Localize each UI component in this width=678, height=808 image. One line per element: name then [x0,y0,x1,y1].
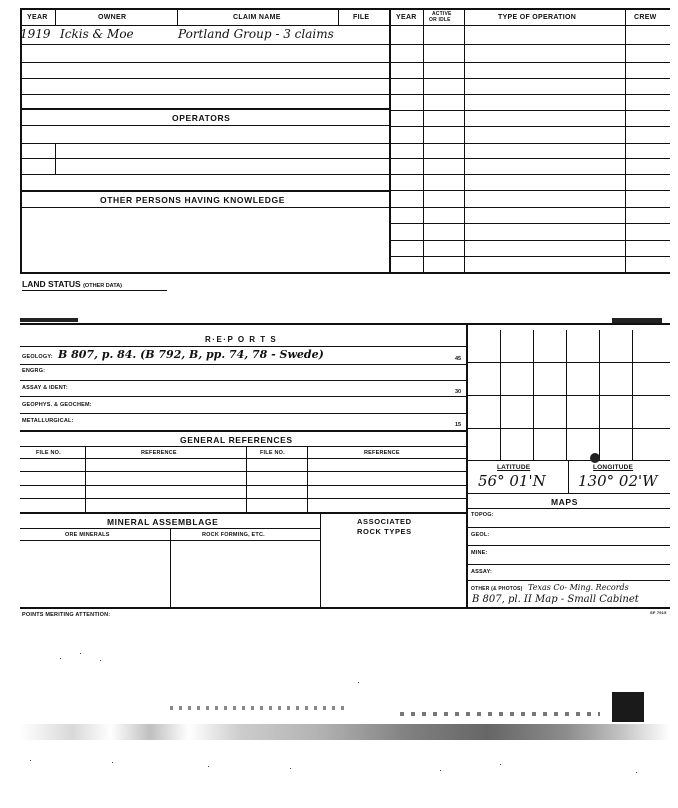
row-line [20,44,390,45]
year-col-divider [55,8,56,26]
top-rule [20,8,670,10]
active-col-divider [464,8,465,273]
row-line [20,458,467,459]
row-line [389,94,670,95]
geology-label: GEOLOGY: [22,354,53,360]
latitude-value: 56° 01'N [478,472,546,490]
grid-number-15: 15 [455,422,462,428]
operators-title: OPERATORS [172,113,231,123]
reports-top-rule [20,323,670,325]
row-line [389,158,670,159]
scan-streak-dots [170,706,350,710]
noise-dot [30,760,31,761]
section-rule [20,108,390,110]
scan-streak-dots [400,712,600,716]
row-line [20,498,467,499]
ref-divider [85,446,86,512]
row-line [389,78,670,79]
row-line [389,44,670,45]
assay-ident-label: ASSAY & IDENT: [22,385,68,391]
grid-line [466,395,670,396]
header-claim-name: CLAIM NAME [233,14,281,21]
row-line [20,78,390,79]
points-meriting-label: POINTS MERITING ATTENTION: [22,612,111,618]
header-file: FILE [353,14,370,21]
land-status-underline [22,290,167,291]
row-line [389,207,670,208]
noise-dot [80,653,81,654]
section-rule [20,190,390,192]
row-line [466,493,670,494]
header-active-2: OR IDLE [429,17,451,23]
row-line [466,508,670,509]
land-status-label: LAND STATUS [22,279,81,289]
mineral-divider [170,528,171,608]
row-line [389,126,670,127]
ref-divider [246,446,247,512]
grid-line [466,362,670,363]
land-status-heading [22,279,122,289]
header-crew: CREW [634,14,657,21]
land-status-sublabel: (OTHER DATA) [83,283,122,289]
center-divider [389,8,391,273]
row-line [389,223,670,224]
geophys-label: GEOPHYS. & GEOCHEM: [22,402,92,408]
assoc-divider [320,512,321,608]
row-line [20,413,467,414]
row-line [466,580,670,581]
header-operation: TYPE OF OPERATION [498,14,577,21]
row-line [20,446,467,447]
noise-dot [290,768,291,769]
row-line [466,527,670,528]
other-persons-title: OTHER PERSONS HAVING KNOWLEDGE [100,195,286,205]
mine-label: MINE: [471,550,488,556]
faint-divider [55,143,56,175]
reports-right-divider [466,323,468,608]
ore-minerals-label: ORE MINERALS [65,532,110,538]
noise-dot [60,658,61,659]
noise-dot [208,766,209,767]
grid-number-45: 45 [455,356,462,362]
year2-col-divider [423,8,424,273]
assay-map-label: ASSAY: [471,569,493,575]
reports-title: R·E·P O R T S [205,335,278,344]
other-photos-value-2: B 807, pl. II Map - Small Cabinet [472,594,639,605]
entry-claim: Portland Group - 3 claims [178,27,334,41]
longitude-label: LONGITUDE [593,464,634,471]
row-line [20,346,467,347]
topog-label: TOPOG: [471,512,494,518]
header-active-1: ACTIVE [432,11,452,17]
row-line [20,174,390,175]
entry-year: 1919 [20,27,51,41]
associated-label-1: ASSOCIATED [357,517,412,526]
header-rule [20,25,670,26]
form-bottom-rule [20,607,670,609]
row-line [20,158,390,159]
noise-dot [440,770,441,771]
row-line [389,190,670,191]
operation-col-divider [625,8,626,273]
row-line [389,143,670,144]
row-line [20,62,390,63]
engrg-label: ENGRG: [22,368,46,374]
coord-divider [568,460,569,493]
row-line [20,364,467,365]
mineral-assemblage-title: MINERAL ASSEMBLAGE [107,517,219,527]
row-line [20,471,467,472]
row-line [389,110,670,111]
header-year2: YEAR [396,14,417,21]
row-line [20,485,467,486]
entry-owner: Ickis & Moe [60,27,134,41]
row-line [389,240,670,241]
row-line [389,174,670,175]
locator-dot [590,453,600,463]
header-year: YEAR [27,14,48,21]
other-photos-value-1: Texas Co- Ming. Records [528,583,629,592]
row-line [20,143,390,144]
geol-label: GEOL: [471,532,490,538]
latitude-label: LATITUDE [497,464,531,471]
row-line [389,256,670,257]
geology-value: B 807, p. 84. (B 792, B, pp. 74, 78 - Swede) [58,348,324,361]
owner-col-divider [177,8,178,26]
row-line [20,207,390,208]
row-line [20,380,467,381]
noise-dot [100,660,101,661]
row-rule [20,430,467,432]
header-owner: OWNER [98,14,127,21]
metallurgical-label: METALLURGICAL: [22,418,74,424]
grid-number-30: 30 [455,389,462,395]
other-photos-label: OTHER (& PHOTOS) [471,586,523,592]
associated-label-2: ROCK TYPES [357,527,412,536]
claim-col-divider [338,8,339,26]
maps-title: MAPS [551,497,578,507]
row-line [466,545,670,546]
scan-smear [20,318,78,322]
ref-col-ref2: REFERENCE [364,450,400,456]
row-line [20,396,467,397]
ref-col-ref1: REFERENCE [141,450,177,456]
row-line [389,62,670,63]
row-line [20,125,390,126]
row-line [20,94,390,95]
row-rule [20,512,467,514]
ref-col-file1: FILE NO. [36,450,61,456]
general-references-title: GENERAL REFERENCES [180,435,293,445]
ref-divider [307,446,308,512]
noise-dot [500,764,501,765]
longitude-value: 130° 02'W [578,472,658,490]
grid-line [466,428,670,429]
rock-forming-label: ROCK FORMING, ETC. [202,532,265,538]
left-border [20,8,22,273]
scan-streak [20,724,670,740]
noise-dot [636,772,637,773]
ref-col-file2: FILE NO. [260,450,285,456]
row-line [466,564,670,565]
scan-block [612,692,644,722]
bottom-rule [20,272,670,274]
noise-dot [358,682,359,683]
noise-dot [112,762,113,763]
form-number: SF 7915 [650,610,667,615]
